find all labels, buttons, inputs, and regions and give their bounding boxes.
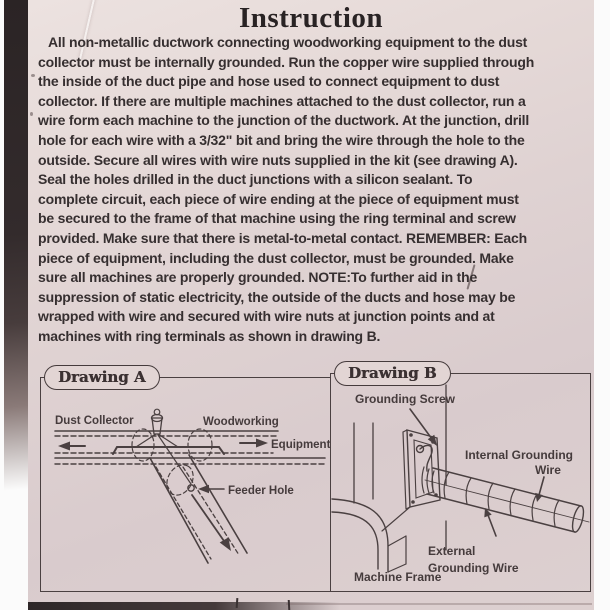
instruction-line: collector. If there are multiple machines attached to the dust collector, run a [38,92,526,109]
instruction-line: collector must be internally grounded. Run the copper wire supplied through [38,53,535,70]
dust-collector-label: Dust Collector [55,415,134,427]
card-bottom-edge [286,603,592,605]
machine-frame-label: Machine Frame [354,570,442,584]
instruction-line: complete circuit, each piece of wire ending at the piece of equipment must [38,190,519,207]
external-grounding-wire-label-line1: External [428,544,476,558]
margin-speck [31,74,35,77]
external-grounding-wire-label-line2: Grounding Wire [428,561,519,575]
feeder-hole [188,485,224,493]
equipment-flow-arrow [240,439,268,448]
instruction-line: suppression of static electricity, the outside of the ducts and hose may be [38,288,516,305]
drawing-b-label: Drawing B [334,361,451,386]
external-wire-arrow [484,508,496,536]
instruction-line: wire form each machine to the junction of the ductwork. At the junction, drill [38,112,530,129]
dust-collector-flow-arrow [58,442,85,451]
instruction-line: be secured to the frame of that machine using the ring terminal and screw [38,210,516,227]
instruction-line: sure all machines are properly grounded. NOTE:To further aid in the [38,269,478,286]
instruction-line: All non-metallic ductwork connecting woodworking equipment to the dust [48,34,528,50]
instruction-line: outside. Secure all wires with wire nuts supplied in the kit (see drawing A). [38,151,518,168]
drawing-b-diagram [330,373,591,592]
feeder-hole-label: Feeder Hole [228,485,294,497]
photo-left-shadow [4,0,30,520]
equipment-label: Equipment [271,439,331,451]
instruction-line: the inside of the duct pipe and hose used to connect equipment to dust [38,73,500,90]
instruction-line: hole for each wire with a 3/32" bit and bring the wire through the hole to the [38,131,525,148]
branch-duct [150,455,247,563]
page-title: Instruction [238,2,384,34]
grounding-screw-label: Grounding Screw [355,392,456,406]
instruction-line: machines with ring terminals as shown in drawing B. [38,327,381,344]
instruction-line: piece of equipment, including the dust collector, must be grounded. Make [38,249,514,266]
flex-hose [422,467,589,533]
internal-grounding-wire-label-line2: Wire [535,463,561,477]
drawing-a-label: Drawing A [44,365,160,390]
instruction-line: Seal the holes drilled in the duct junctions with a silicon sealant. To [38,171,473,188]
instruction-paragraph [38,33,583,347]
instruction-line: wrapped with wire and secured with wire nuts at junction points and at [38,308,495,325]
margin-speck [30,112,33,116]
internal-grounding-wire-label-line1: Internal Grounding [465,448,573,462]
internal-wire-arrow [535,477,544,502]
drawing-a-diagram [40,377,331,592]
woodworking-label: Woodworking [203,416,279,428]
instruction-line: provided. Make sure that there is metal-to-metal contact. REMEMBER: Each [38,229,527,246]
